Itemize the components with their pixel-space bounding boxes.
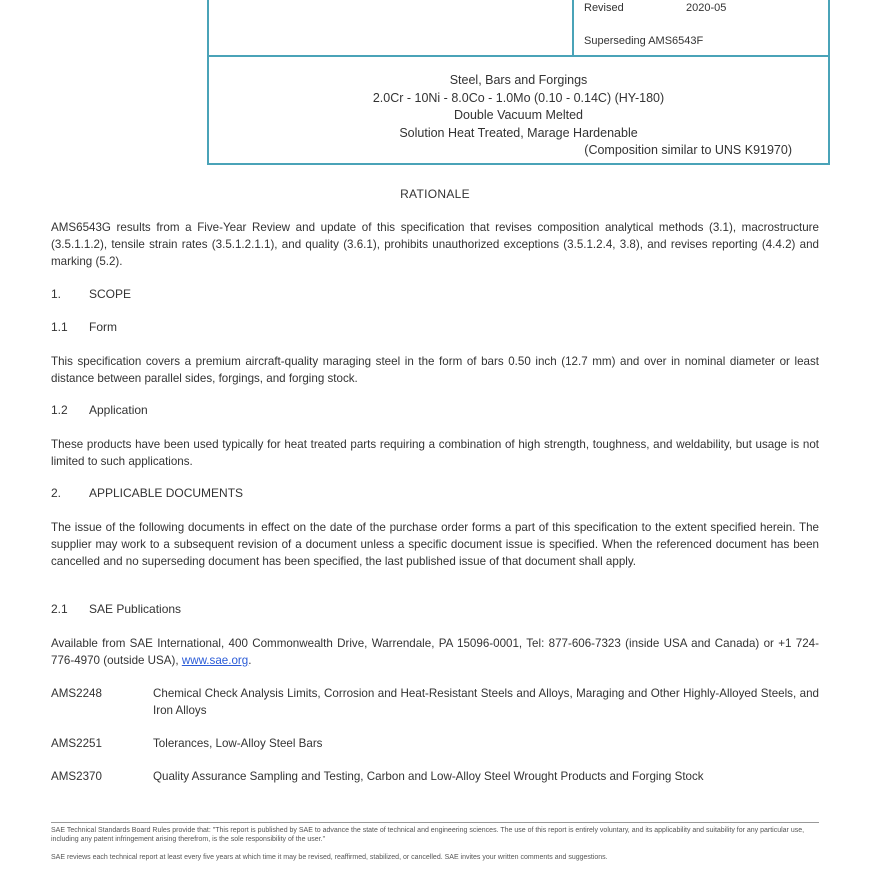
section-number: 1. xyxy=(51,287,62,301)
footer-disclaimer: SAE Technical Standards Board Rules provide that: "This report is published by SAE to advance the state of technical and engineering sciences. The use of this report is entirely voluntary, and its applicability and suitability for any particular use, including any patent infringement arising therefrom, is the sole responsibility of the user." xyxy=(51,827,805,843)
document-header-box xyxy=(207,0,830,165)
section-heading-applicable-documents xyxy=(51,486,243,500)
footer-review-note: SAE reviews each technical report at least every five years at which time it may be revised, reaffirmed, stabilized, or cancelled. SAE invites your written comments and suggestions. xyxy=(51,854,608,861)
section-number: 1.2 xyxy=(51,403,68,417)
application-text: These products have been used typically for heat treated parts requiring a combination of high strength, toughness, and weldability, but usage is not limited to such applications. xyxy=(51,438,819,468)
title-line: 2.0Cr - 10Ni - 8.0Co - 1.0Mo (0.10 - 0.14C) (HY-180) xyxy=(372,90,665,105)
sae-text-end: . xyxy=(248,654,252,667)
document-list-item xyxy=(51,768,819,785)
document-code: AMS2251 xyxy=(51,737,102,750)
sae-address: Available from SAE International, 400 Commonwealth Drive, Warrendale, PA 15096-0001, Tel: 877-606-7323 (inside USA and Canada) or +1 724-776-4970 (outside USA), xyxy=(51,637,819,667)
section-title: Form xyxy=(89,320,117,334)
section-title: APPLICABLE DOCUMENTS xyxy=(89,486,244,500)
section-heading-form xyxy=(51,320,117,334)
header-divider-vertical xyxy=(572,0,574,55)
section-number: 2. xyxy=(51,486,62,500)
document-code: AMS2370 xyxy=(51,770,102,783)
document-list-item xyxy=(51,735,819,752)
document-code: AMS2248 xyxy=(51,687,102,700)
section-number: 2.1 xyxy=(51,602,68,616)
superseding-note: Superseding AMS6543F xyxy=(584,35,704,47)
section-title: SAE Publications xyxy=(89,602,182,616)
section-heading-sae-publications xyxy=(51,602,181,616)
sae-publications-text xyxy=(51,635,819,669)
revised-label: Revised xyxy=(584,2,624,14)
footer-divider xyxy=(51,822,819,823)
header-divider-horizontal xyxy=(209,55,828,57)
section-title: Application xyxy=(89,403,148,417)
sae-website-link[interactable]: www.sae.org xyxy=(181,654,249,667)
document-list-item xyxy=(51,685,819,719)
title-line: Solution Heat Treated, Marage Hardenable xyxy=(399,125,638,140)
section-heading-application xyxy=(51,403,148,417)
section-number: 1.1 xyxy=(51,320,68,334)
document-description: Quality Assurance Sampling and Testing, Carbon and Low-Alloy Steel Wrought Products and Forging Stock xyxy=(153,770,704,783)
applicable-documents-text: The issue of the following documents in effect on the date of the purchase order forms a part of this specification to the extent specified herein. The supplier may work to a subsequent revision of a document unless a specific document issue is specified. When the referenced document has been cancelled and no superseding document has been specified, the last published issue of that document shall apply. xyxy=(51,521,819,568)
section-title: SCOPE xyxy=(89,287,132,301)
revised-date: 2020-05 xyxy=(686,2,727,14)
section-heading-scope xyxy=(51,287,131,301)
title-line: Double Vacuum Melted xyxy=(453,108,583,122)
composition-note: (Composition similar to UNS K91970) xyxy=(584,143,792,157)
rationale-text: AMS6543G results from a Five-Year Review and update of this specification that revises composition analytical methods (3.1), macrostructure (3.5.1.1.2), tensile strain rates (3.5.1.2.1.1), and quality (3.6.1), prohibits unauthorized exceptions (3.5.1.2.4, 3.8), and revises reporting (4.4.2) and marking (5.2). xyxy=(51,221,819,268)
rationale-heading: RATIONALE xyxy=(400,187,470,201)
form-text: This specification covers a premium aircraft-quality maraging steel in the form of bars 0.50 inch (12.7 mm) and over in nominal diameter or least distance between parallel sides, forgings, and forging stock. xyxy=(51,355,819,385)
document-description: Chemical Check Analysis Limits, Corrosion and Heat-Resistant Steels and Alloys, Maraging and Other Highly-Alloyed Steels, and Iron Alloys xyxy=(153,687,819,717)
title-line: Steel, Bars and Forgings xyxy=(449,73,588,87)
document-title xyxy=(209,72,828,160)
document-description: Tolerances, Low-Alloy Steel Bars xyxy=(153,737,323,750)
